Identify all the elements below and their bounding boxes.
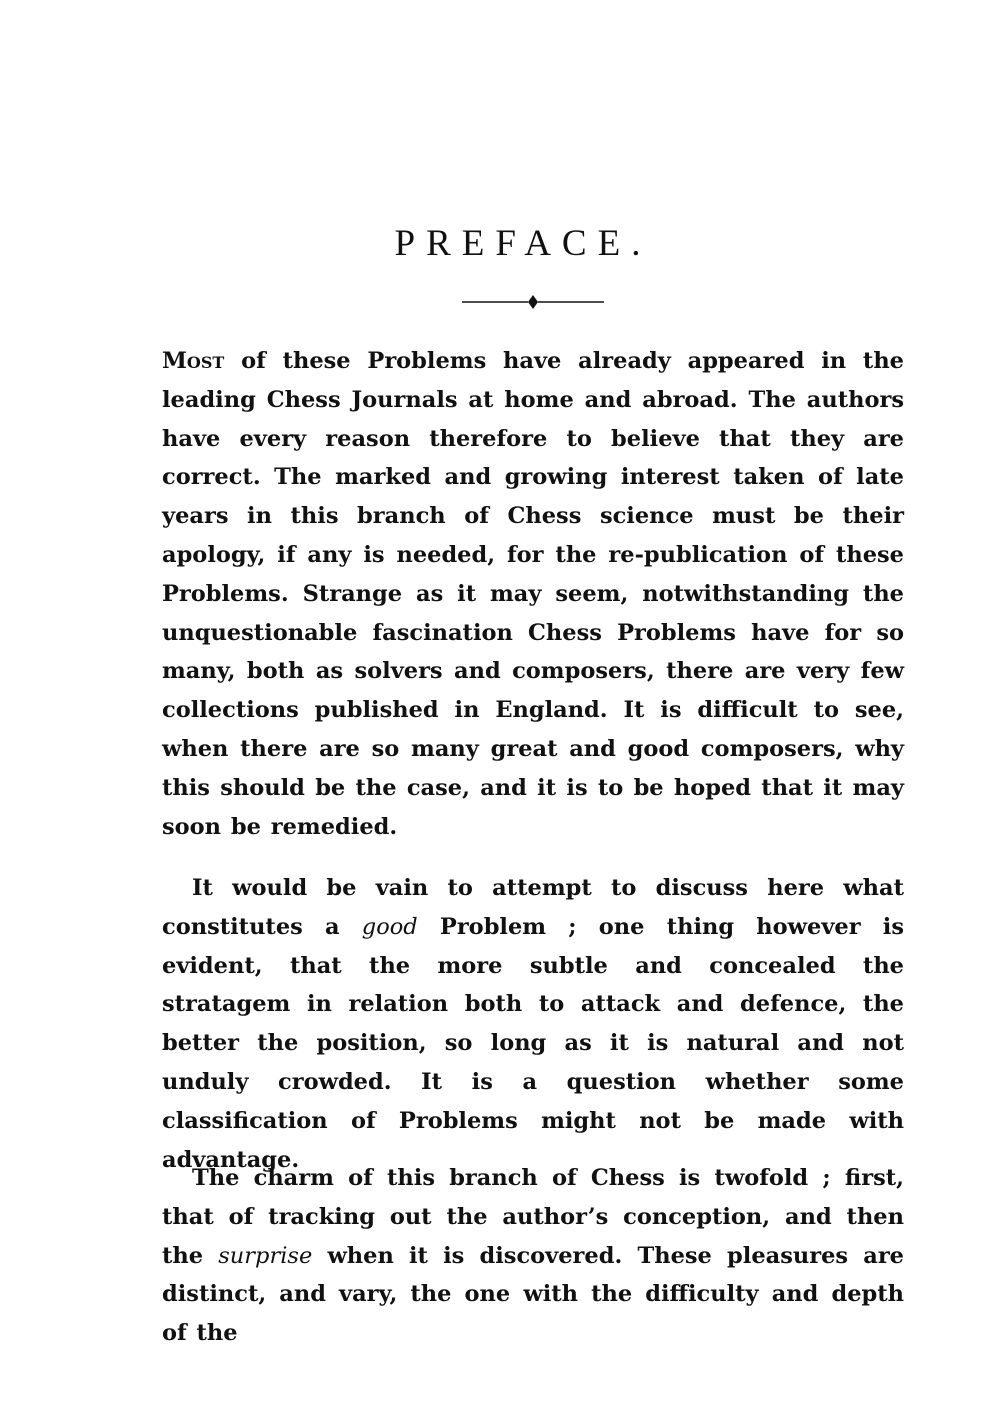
- paragraph-1-text: of these Problems have already appeared in the leading Chess Journals at home and abroad. The authors have every reason therefore to believe that they are correct. The marked and growing interest taken of late years in this branch of Chess science must be their apology, if any is needed, for the re-publication of these Problems. Strange as it may seem, notwithstanding the unquestionable fascination Chess Problems have for so many, both as solvers and composers, there are very few collections published in England. It is difficult to see, when there are so many great and good composers, why this should be the case, and it is to be hoped that it may soon be remedied.: [162, 348, 904, 840]
- paragraph-2-emphasis: good: [361, 913, 418, 940]
- page-title: PREFACE.: [394, 223, 652, 264]
- paragraph-1: [162, 342, 904, 846]
- paragraph-2-text-before: It would be vain to attempt to discuss here what constitutes a: [162, 875, 904, 940]
- paragraph-2-text-after: Problem ; one thing however is evident, that the more subtle and concealed the stratagem in relation both to attack and defence, the better the position, so long as it is natural and not unduly crowded. It is a question whether some classification of Problems might not be made with advantage.: [162, 913, 904, 1173]
- paragraph-3: [162, 1159, 904, 1353]
- paragraph-2: [162, 869, 904, 1179]
- paragraph-3-emphasis: surprise: [218, 1242, 313, 1269]
- paragraph-3-text-after: when it is discovered. These pleasures are distinct, and vary, the one with the difficulty and depth of the: [162, 1242, 904, 1347]
- paragraph-3-text-before: The charm of this branch of Chess is twofold ; first, that of tracking out the author’s conception, and then the: [162, 1165, 904, 1269]
- title-divider-ornament: [460, 292, 606, 312]
- paragraph-1-lead: Most: [162, 348, 225, 374]
